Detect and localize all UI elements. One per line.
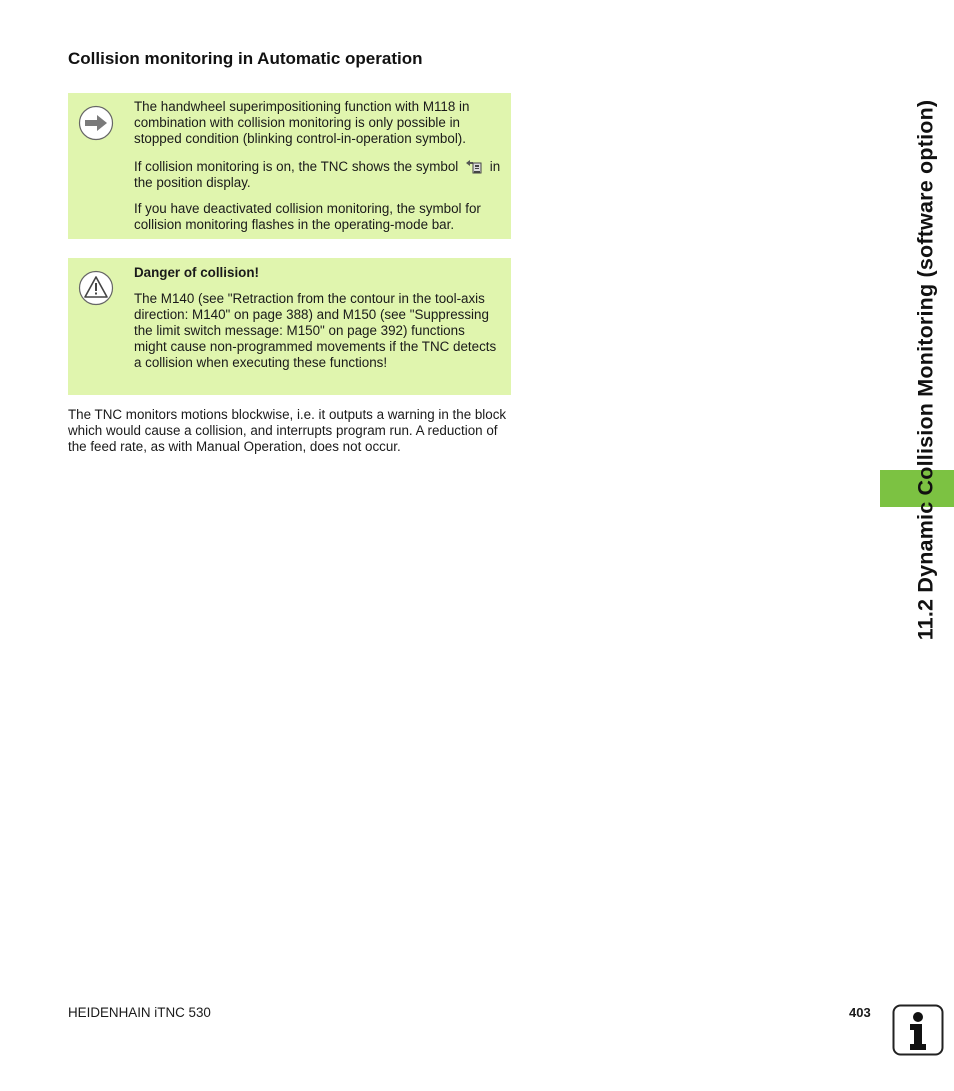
note-paragraph-3: If you have deactivated collision monitoring, the symbol for collision monitoring flashes in the operating-mode bar. <box>134 201 481 232</box>
note-paragraph-2 <box>134 157 501 191</box>
note-paragraph-2-end: in the position display. <box>134 159 501 190</box>
warning-text: The M140 (see "Retraction from the contour in the tool-axis direction: M140" on page 388) and M150 (see "Suppressing the limit switch message: M150" on page 392) functions might cause non-programmed movements if the TNC detects a collision when executing these functions! <box>134 291 497 370</box>
footer-product: HEIDENHAIN iTNC 530 <box>68 1005 211 1020</box>
warning-title: Danger of collision! <box>134 265 259 280</box>
info-icon[interactable] <box>892 1004 944 1056</box>
note-paragraph-2-start: If collision monitoring is on, the TNC shows the symbol <box>134 159 459 174</box>
collision-monitoring-symbol-icon <box>464 157 484 175</box>
arrow-right-icon <box>78 105 114 141</box>
section-heading: Collision monitoring in Automatic operation <box>68 49 423 68</box>
note-paragraph-1: The handwheel superimpositioning function with M118 in combination with collision monitoring is only possible in stopped condition (blinking control-in-operation symbol). <box>134 99 470 146</box>
chapter-title: 11.2 Dynamic Collision Monitoring (software option) <box>913 99 938 641</box>
body-paragraph: The TNC monitors motions blockwise, i.e. it outputs a warning in the block which would cause a collision, and interrupts program run. A reduction of the feed rate, as with Manual Operation, does not occur. <box>68 407 507 454</box>
warning-box <box>68 258 511 395</box>
page-number: 403 <box>849 1005 871 1020</box>
warning-triangle-icon <box>78 270 114 306</box>
note-box <box>68 93 511 239</box>
